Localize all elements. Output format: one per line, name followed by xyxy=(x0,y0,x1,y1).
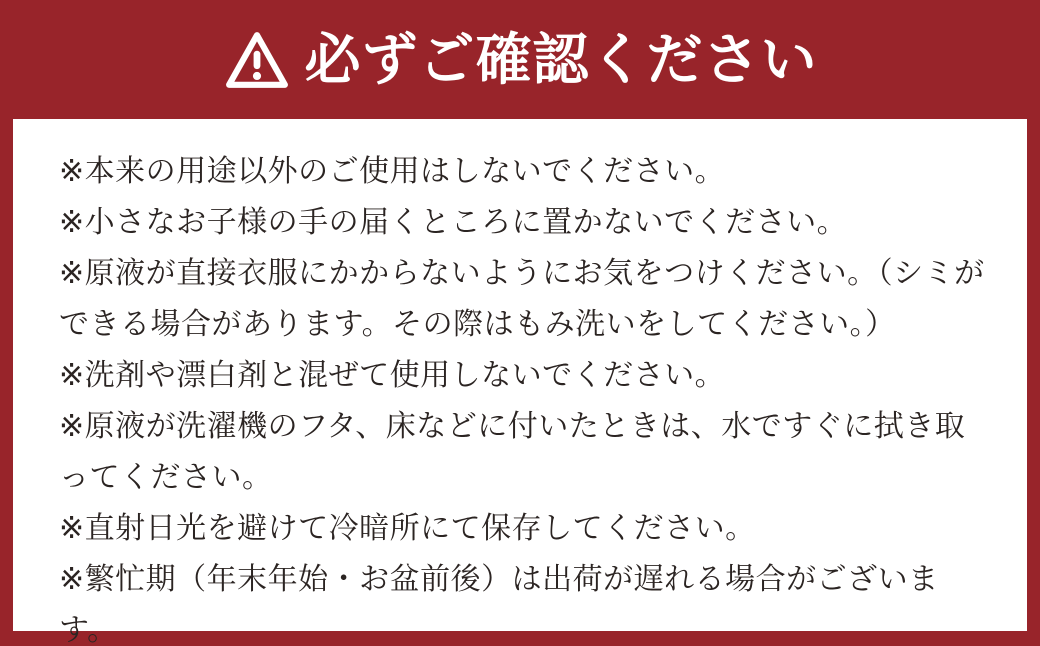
notice-item: ※原液が直接衣服にかからないようにお気をつけください。（シミができる場合があります。その際はもみ洗いをしてください。） xyxy=(59,257,985,341)
notice-item: ※繁忙期（年末年始・お盆前後）は出荷が遅れる場合がございます。 xyxy=(59,563,939,646)
notice-header xyxy=(0,0,1040,119)
notice-item: ※直射日光を避けて冷暗所にて保存してください。 xyxy=(59,512,756,545)
notice-item: ※原液が洗濯機のフタ、床などに付いたときは、水ですぐに拭き取ってください。 xyxy=(59,410,966,494)
warning-triangle-icon xyxy=(223,28,291,94)
notice-item: ※洗剤や漂白剤と混ぜて使用しないでください。 xyxy=(59,359,726,392)
notice-title: 必ずご確認ください xyxy=(304,27,818,91)
notice-panel xyxy=(13,119,1027,646)
notice-item: ※小さなお子様の手の届くところに置かないでください。 xyxy=(59,206,848,239)
notice-list xyxy=(13,119,1027,646)
notice-item: ※本来の用途以外のご使用はしないでください。 xyxy=(59,155,726,188)
